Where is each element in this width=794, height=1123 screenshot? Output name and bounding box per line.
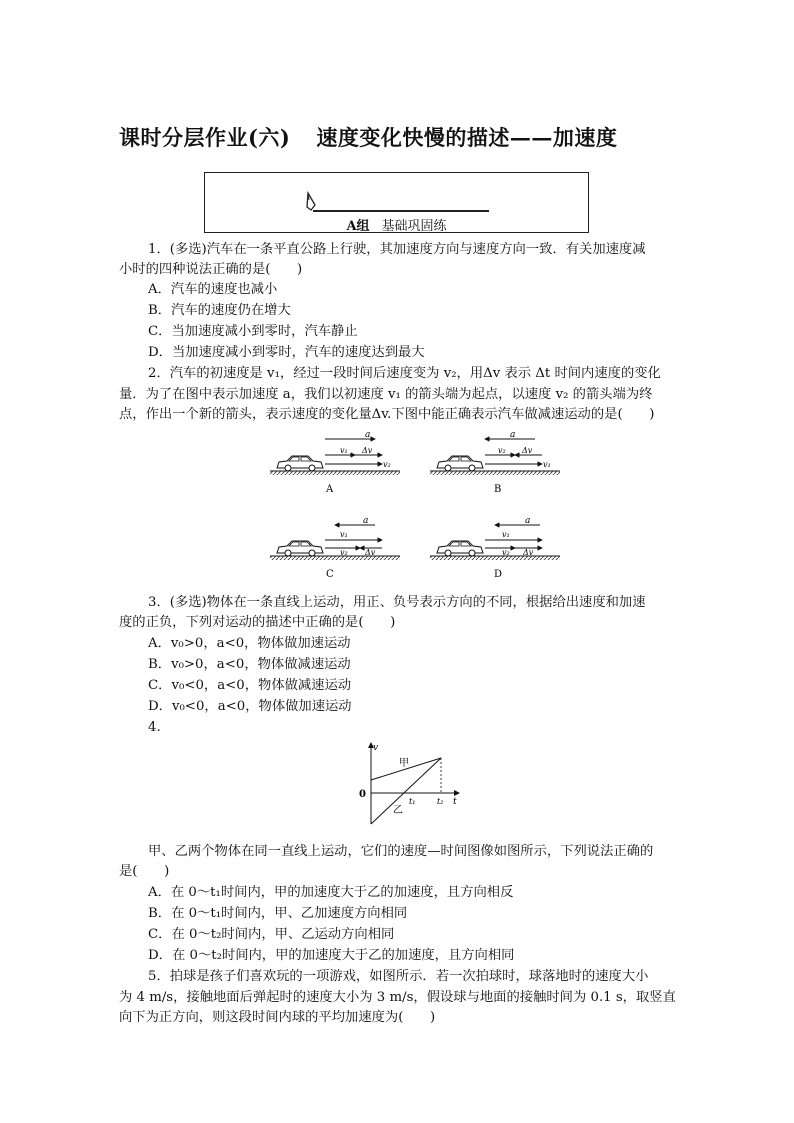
q2-stem-line3: 点，作出一个新的箭头，表示速度的变化量Δv.下图中能正确表示汽车做减速运动的是( ) <box>119 407 655 422</box>
q4-option-b: B．在 0～t₁时间内，甲、乙加速度方向相同 <box>148 906 408 921</box>
group-name: 基础巩固练 <box>381 219 447 234</box>
figure-b-label-v2: v₂ <box>498 446 506 455</box>
q4-number: 4. <box>148 720 161 735</box>
q4-option-a: A．在 0～t₁时间内，甲的加速度大于乙的加速度，且方向相反 <box>148 885 514 900</box>
figure-d <box>430 516 560 580</box>
q1-stem-line2: 小时的四种说法正确的是( ) <box>119 262 303 277</box>
figure-d-label-v1: v₁ <box>502 530 510 539</box>
q4-option-d: D．在 0～t₂时间内，甲的加速度大于乙的加速度，且方向相同 <box>148 948 515 963</box>
q5-stem-line3: 向下为正方向，则这段时间内球的平均加速度为( ) <box>119 1010 436 1025</box>
q3-option-b: B．v₀>0，a<0，物体做减速运动 <box>148 657 351 672</box>
origin-label: 0 <box>359 789 366 800</box>
q3-option-d: D．v₀<0，a<0，物体做加速运动 <box>148 699 352 714</box>
q2-stem-line1: 2．汽车的初速度是 v₁，经过一段时间后速度变为 v₂，用Δv 表示 Δt 时间内速度的变化 <box>148 366 661 381</box>
q3-option-a: A．v₀>0，a<0，物体做加速运动 <box>148 636 351 651</box>
figure-a-label-a: a <box>365 430 371 440</box>
q4-stem-line1: 甲、乙两个物体在同一直线上运动，它们的速度—时间图像如图所示，下列说法正确的 <box>148 844 654 859</box>
figure-b-label-dv: Δv <box>522 446 533 455</box>
title-series: 课时分层作业(六) <box>119 125 291 150</box>
figure-b-label-v1: v₁ <box>543 460 551 469</box>
section-banner <box>204 172 589 233</box>
banner-rule <box>313 210 489 212</box>
figure-d-label-v2: v₂ <box>502 548 510 557</box>
q1-option-a: A．汽车的速度也减小 <box>148 282 278 297</box>
group-label: A组 <box>346 219 370 234</box>
t1-label: t₁ <box>409 797 416 806</box>
q1-option-b: B．汽车的速度仍在增大 <box>148 303 291 318</box>
q5-stem-line1: 5．拍球是孩子们喜欢玩的一项游戏，如图所示．若一次拍球时，球落地时的速度大小 <box>148 969 649 984</box>
q2-figures <box>270 430 570 590</box>
q3-stem-line2: 度的正负，下列对运动的描述中正确的是( ) <box>119 615 396 630</box>
q4-stem-line2: 是( ) <box>119 864 170 879</box>
figure-a <box>270 430 400 495</box>
figure-c <box>270 516 400 580</box>
v-axis-label: v <box>373 743 379 753</box>
figure-d-label-dv: Δv <box>523 548 534 557</box>
q4-option-c: C．在 0～t₂时间内，甲、乙运动方向相同 <box>148 927 395 942</box>
q1-option-d: D．当加速度减小到零时，汽车的速度达到最大 <box>148 345 425 360</box>
yi-label: 乙 <box>393 805 403 816</box>
figure-a-letter: A <box>326 484 334 495</box>
figure-a-label-dv: Δv <box>362 446 373 455</box>
q1-option-c: C．当加速度减小到零时，汽车静止 <box>148 324 358 339</box>
t-axis-label: t <box>453 797 457 807</box>
title-topic: 速度变化快慢的描述——加速度 <box>316 125 618 150</box>
figure-c-letter: C <box>326 569 334 580</box>
q3-stem-line1: 3．(多选)物体在一条直线上运动，用正、负号表示方向的不同，根据给出速度和加速 <box>148 595 646 610</box>
figure-d-label-a: a <box>525 516 531 526</box>
q5-stem-line2: 为 4 m/s，接触地面后弹起时的速度大小为 3 m/s，假设球与地面的接触时间为 0.1 s，取竖直 <box>119 990 676 1005</box>
figure-c-label-a: a <box>363 516 369 526</box>
q3-option-c: C．v₀<0，a<0，物体做减速运动 <box>148 678 352 693</box>
figure-c-label-v1: v₁ <box>340 530 348 539</box>
q4-vt-graph <box>355 740 465 828</box>
jia-label: 甲 <box>399 758 409 769</box>
figure-b-label-a: a <box>510 430 516 440</box>
q2-stem-line2: 量．为了在图中表示加速度 a，我们以初速度 v₁ 的箭头端为起点，以速度 v₂ 的箭头端为终 <box>119 387 653 402</box>
figure-d-letter: D <box>494 569 503 580</box>
q1-stem-line1: 1．(多选)汽车在一条平直公路上行驶，其加速度方向与速度方向一致．有关加速度减 <box>148 242 646 257</box>
page-title <box>119 122 617 152</box>
figure-a-label-v2: v₂ <box>383 460 391 469</box>
figure-c-label-v2: v₂ <box>340 548 348 557</box>
t2-label: t₂ <box>437 797 444 806</box>
figure-b-letter: B <box>494 484 502 495</box>
figure-c-label-dv: Δv <box>365 548 376 557</box>
figure-b <box>430 430 560 495</box>
figure-a-label-v1: v₁ <box>340 446 348 455</box>
group-heading <box>205 215 588 234</box>
